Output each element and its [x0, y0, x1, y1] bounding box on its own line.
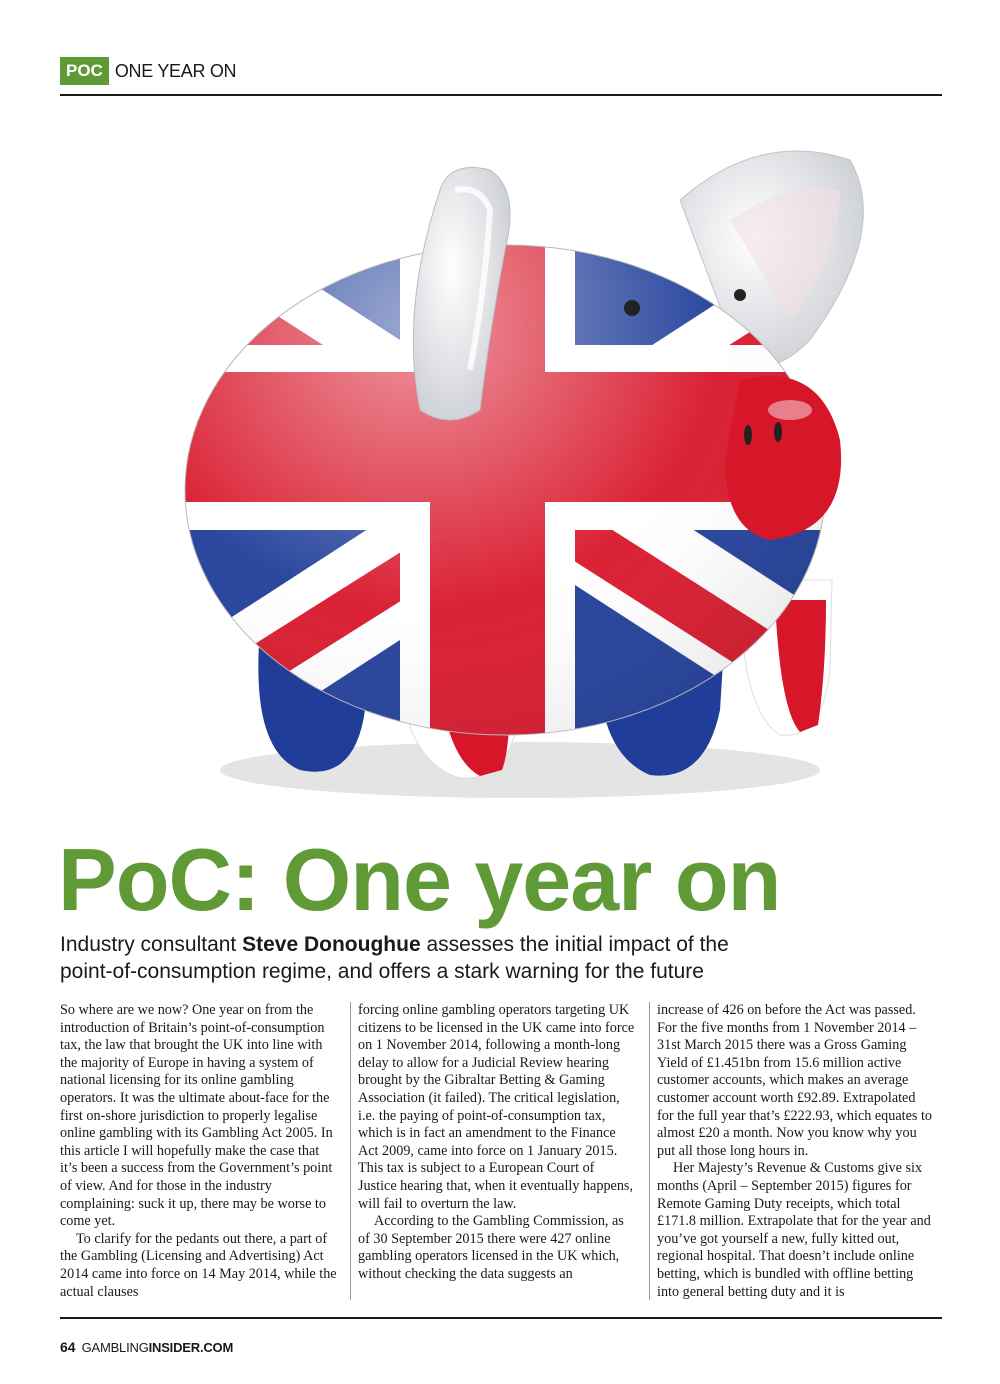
body-column-1 — [60, 1002, 338, 1300]
body-column-3 — [657, 1002, 935, 1300]
author-name: Steve Donoughue — [242, 933, 421, 956]
body-paragraph: So where are we now? One year on from the introduction of Britain’s point-of-consumption tax, the law that brought the UK into line with the majority of Europe in having a system of national licensing for its online gambling operators. It was the ultimate about-face for the first on-shore jurisdiction to properly legalise online gambling with its Gambling Act 2005. In this article I will hopefully make the case that it’s been a success from the Government’s point of view. And for those in the industry complaining: suck it up, there may be worse to come yet. — [60, 1002, 333, 1230]
page-footer — [60, 1339, 233, 1355]
standfirst-line-2: point-of-consumption regime, and offers a stark warning for the future — [60, 960, 704, 983]
standfirst-lead: Industry consultant — [60, 933, 243, 956]
body-paragraph: Her Majesty’s Revenue & Customs give six months (April – September 2015) figures for Remote Gaming Duty receipts, which total £171.8 million. Extrapolate that for the year and you’ve got yourself a new, fully kitted out, regional hospital. That doesn’t include online betting, which is bundled with offline betting into general betting duty and it is — [657, 1160, 931, 1300]
standfirst-tail: assesses the initial impact of the — [420, 933, 729, 956]
section-badge: POC — [60, 57, 109, 85]
body-paragraph: According to the Gambling Commission, as of 30 September 2015 there were 427 online gambling operators licensed in the UK which, without checking the data suggests an — [358, 1213, 624, 1282]
section-tag — [60, 57, 236, 85]
body-column-2 — [358, 1002, 636, 1300]
bottom-divider — [60, 1317, 942, 1319]
article-headline: PoC: One year on — [58, 830, 781, 929]
top-divider — [60, 94, 942, 96]
publication-name-bold: INSIDER.COM — [148, 1339, 234, 1355]
article-standfirst — [60, 931, 940, 985]
section-label: ONE YEAR ON — [114, 60, 237, 81]
body-paragraph: forcing online gambling operators targeting UK citizens to be licensed in the UK came into force on 1 November 2014, following a month-long delay to allow for a Judicial Review hearing brought by the Gibraltar Betting & Gaming Association (it failed). The critical legislation, i.e. the paying of point-of-consumption tax, which is in fact an amendment to the Finance Act 2009, came into force on 1 January 2015. This tax is subject to a European Court of Justice hearing that, when it eventually happens, will fail to overturn the law. — [358, 1002, 635, 1212]
article-body — [60, 1002, 942, 1300]
column-divider — [350, 1002, 351, 1300]
column-divider — [649, 1002, 650, 1300]
publication-name-light: GAMBLING — [81, 1339, 149, 1355]
union-jack-piggy-bank-image — [150, 110, 910, 825]
page-number: 64 — [60, 1339, 76, 1355]
body-paragraph: To clarify for the pedants out there, a part of the Gambling (Licensing and Advertising) Act 2014 came into force on 14 May 2014, while the actual clauses — [60, 1230, 337, 1300]
body-paragraph: increase of 426 on before the Act was passed. For the five months from 1 November 2014 – 31st March 2015 there was a Gross Gaming Yield of £1.451bn from 15.6 million active customer accounts, which makes an average customer account worth £92.89. Extrapolated for the full year that’s £222.93, which equates to almost £20 a month. Now you know why you put all those long hours in. — [657, 1002, 933, 1159]
